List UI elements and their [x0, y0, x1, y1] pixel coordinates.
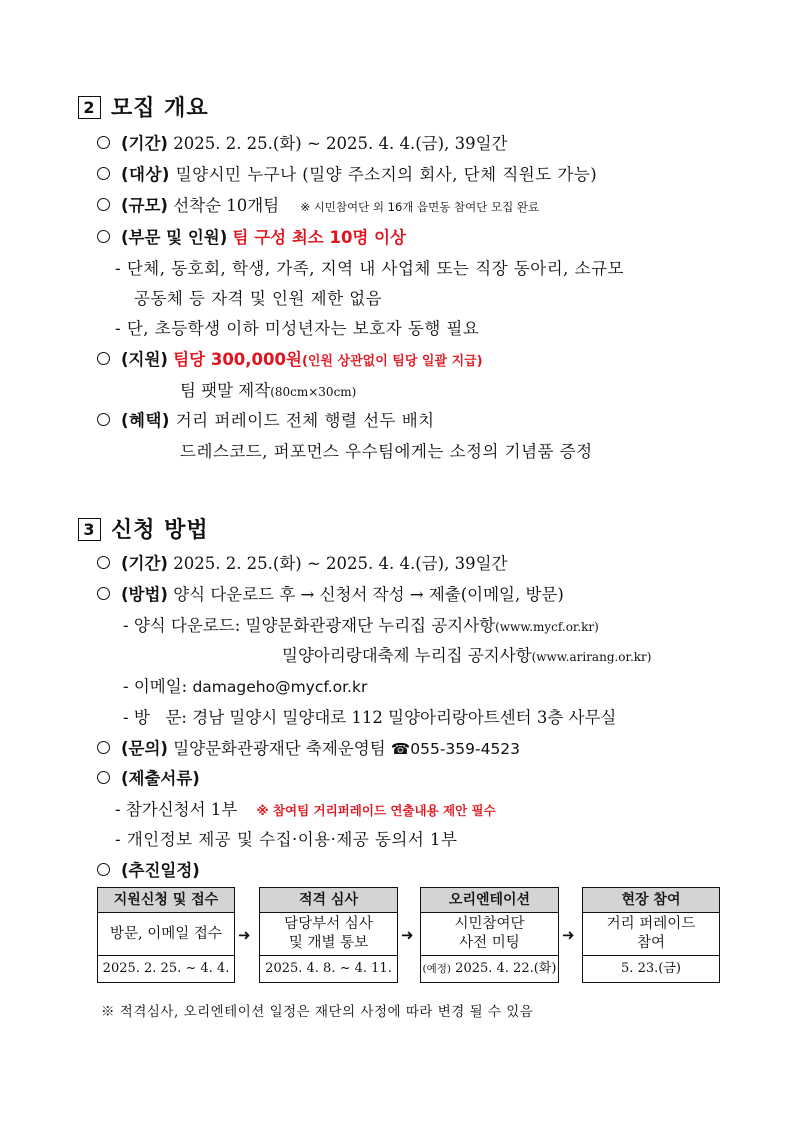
circle-bullet-icon — [97, 741, 110, 754]
target-label: (대상) — [121, 165, 170, 184]
step-date-text: 2025. 4. 22.(화) — [455, 961, 557, 976]
doc2-line: - 개인정보 제공 및 수집·이용·제공 동의서 1부 — [115, 830, 458, 849]
step-heading: 적격 심사 — [260, 888, 397, 913]
step-body-line: 및 개별 통보 — [288, 935, 369, 951]
section-2-heading — [78, 91, 209, 122]
support-highlight: 팀당 300,000원 — [173, 350, 302, 369]
inquiry-line — [97, 735, 520, 759]
schedule-line — [97, 857, 200, 881]
step-body-line: 담당부서 심사 — [284, 916, 373, 932]
step-date — [98, 956, 234, 982]
support-line — [97, 346, 483, 370]
support-line2-text: 팀 팻말 제작 — [180, 381, 271, 400]
period-line — [97, 130, 507, 154]
benefit-label: (혜택) — [121, 411, 170, 430]
download1-text: 밀양문화관광재단 누리집 공지사항 — [245, 616, 496, 635]
division-line — [97, 224, 406, 248]
step-body — [260, 913, 397, 956]
step-date-prefix: (예정) — [422, 963, 452, 975]
schedule-step-2 — [259, 887, 398, 983]
method-line — [97, 581, 564, 605]
schedule-step-1 — [97, 887, 235, 983]
section-title: 신청 방법 — [111, 518, 209, 543]
circle-bullet-icon — [97, 136, 110, 149]
circle-bullet-icon — [97, 198, 110, 211]
scale-line — [97, 192, 539, 216]
division-sub1a: - 단체, 동호회, 학생, 가족, 지역 내 사업체 또는 직장 동아리, 소규모 — [115, 259, 624, 278]
docs-line — [97, 765, 200, 789]
arrow-right-icon: ➜ — [401, 926, 414, 944]
method-text: 양식 다운로드 후 → 신청서 작성 → 제출(이메일, 방문) — [173, 585, 564, 604]
arrow-right-icon: ➜ — [562, 926, 575, 944]
circle-bullet-icon — [97, 587, 110, 600]
method-label: (방법) — [121, 585, 168, 604]
period-label: (기간) — [121, 134, 168, 153]
support-label: (지원) — [121, 350, 168, 369]
step-body-line: 거리 퍼레이드 — [606, 916, 696, 932]
docs-label: (제출서류) — [121, 769, 200, 788]
circle-bullet-icon — [97, 230, 110, 243]
step-date — [260, 956, 397, 982]
arrow-right-icon: ➜ — [238, 926, 251, 944]
section-number: 3 — [78, 518, 101, 541]
apply-period-label: (기간) — [121, 554, 168, 573]
period-text: 2025. 2. 25.(화) ~ 2025. 4. 4.(금), 39일간 — [173, 134, 508, 153]
target-line — [97, 161, 597, 185]
email-line — [123, 673, 367, 697]
step-heading: 오리엔테이션 — [421, 888, 558, 913]
download-line2 — [282, 642, 651, 666]
benefit-text: 거리 퍼레이드 전체 행렬 선두 배치 — [175, 411, 435, 430]
circle-bullet-icon — [97, 413, 110, 426]
benefit-line — [97, 407, 435, 431]
section-title: 모집 개요 — [111, 96, 209, 121]
schedule-step-4 — [582, 887, 720, 983]
download1-url[interactable]: (www.mycf.or.kr) — [495, 620, 599, 634]
benefit-line2: 드레스코드, 퍼포먼스 우수팀에게는 소정의 기념품 증정 — [180, 442, 593, 461]
circle-bullet-icon — [97, 863, 110, 876]
inquiry-label: (문의) — [121, 739, 168, 758]
division-highlight: 팀 구성 최소 10명 이상 — [232, 228, 406, 247]
apply-period-line — [97, 550, 507, 574]
step-body — [583, 913, 719, 956]
division-sub1b: 공동체 등 자격 및 인원 제한 없음 — [134, 289, 383, 308]
support-line2-size: (80cm×30cm) — [270, 385, 357, 399]
schedule-footnote: ※ 적격심사, 오리엔테이션 일정은 재단의 사정에 따라 변경 될 수 있음 — [101, 1004, 534, 1020]
schedule-step-3 — [420, 887, 559, 983]
inquiry-text: 밀양문화관광재단 축제운영팀 — [173, 739, 386, 758]
visit-address: 경남 밀양시 밀양대로 112 밀양아리랑아트센터 3층 사무실 — [192, 708, 617, 727]
step-body — [98, 913, 234, 956]
apply-period-text: 2025. 2. 25.(화) ~ 2025. 4. 4.(금), 39일간 — [173, 554, 508, 573]
step-heading: 지원신청 및 접수 — [98, 888, 234, 913]
visit-line — [123, 704, 616, 728]
scale-text: 선착순 10개팀 — [173, 196, 280, 215]
step-heading: 현장 참여 — [583, 888, 719, 913]
circle-bullet-icon — [97, 556, 110, 569]
step-date — [421, 956, 558, 982]
circle-bullet-icon — [97, 167, 110, 180]
step-body-line: 시민참여단 — [454, 916, 525, 932]
doc1-line — [115, 796, 496, 820]
inquiry-phone: ☎055-359-4523 — [390, 740, 521, 758]
email-address[interactable]: damageho@mycf.or.kr — [192, 678, 368, 696]
email-label: - 이메일: — [123, 677, 188, 696]
schedule-label: (추진일정) — [121, 861, 200, 880]
scale-note: ※ 시민참여단 외 16개 읍면동 참여단 모집 완료 — [300, 200, 540, 214]
download2-text: 밀양아리랑대축제 누리집 공지사항 — [282, 646, 532, 665]
download2-url[interactable]: (www.arirang.or.kr) — [531, 650, 652, 664]
doc1-note: ※ 참여팀 거리퍼레이드 연출내용 제안 필수 — [256, 803, 496, 818]
step-body-line: 방문, 이메일 접수 — [110, 925, 222, 942]
support-line2 — [180, 377, 356, 401]
doc1-text: - 참가신청서 1부 — [115, 800, 238, 819]
step-date-text: 2025. 4. 8. ~ 4. 11. — [265, 961, 392, 976]
step-body-line: 참여 — [636, 935, 665, 951]
step-date — [583, 956, 719, 982]
step-body — [421, 913, 558, 956]
circle-bullet-icon — [97, 352, 110, 365]
division-label: (부문 및 인원) — [121, 228, 228, 247]
download-label: - 양식 다운로드: — [123, 616, 241, 635]
step-body-line: 사전 미팅 — [459, 935, 520, 951]
step-date-text: 2025. 2. 25. ~ 4. 4. — [102, 961, 230, 976]
section-number: 2 — [78, 96, 101, 119]
step-date-text: 5. 23.(금) — [621, 961, 681, 976]
division-sub2: - 단, 초등학생 이하 미성년자는 보호자 동행 필요 — [115, 319, 480, 338]
section-3-heading — [78, 513, 209, 544]
visit-label: - 방 문: — [123, 708, 187, 727]
target-text: 밀양시민 누구나 (밀양 주소지의 회사, 단체 직원도 가능) — [175, 165, 598, 184]
circle-bullet-icon — [97, 771, 110, 784]
download-line1 — [123, 612, 599, 636]
scale-label: (규모) — [121, 196, 168, 215]
support-highlight-note: (인원 상관없이 팀당 일괄 지급) — [301, 354, 483, 369]
